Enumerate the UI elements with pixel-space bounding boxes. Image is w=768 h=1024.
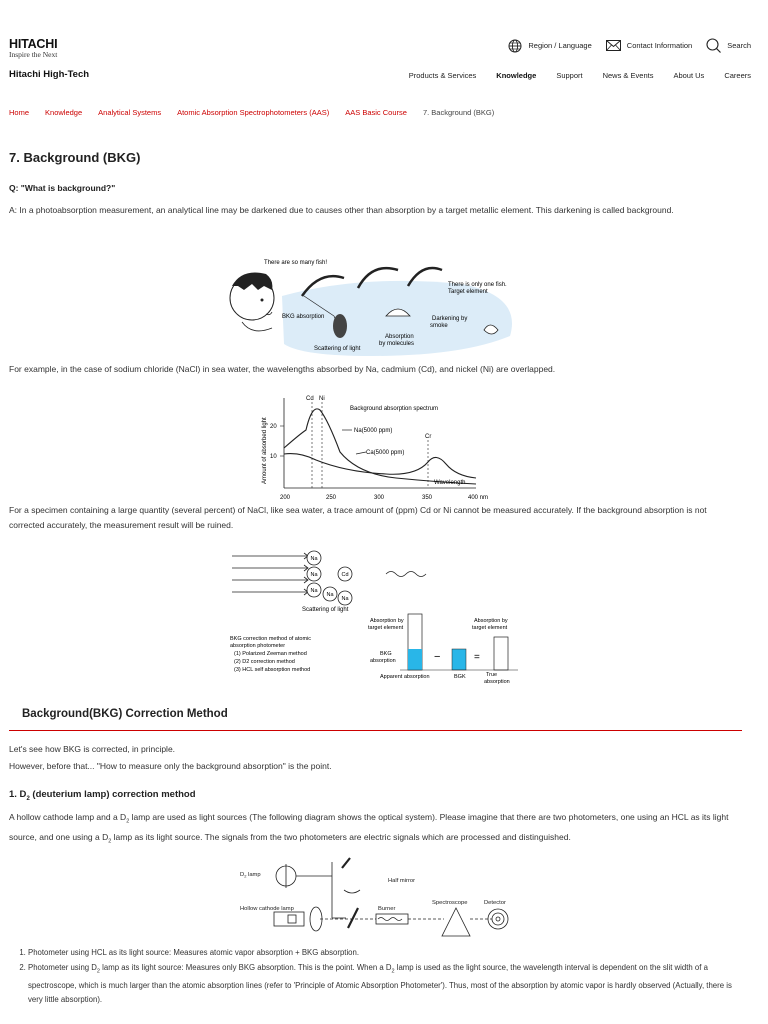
globe-icon — [508, 39, 522, 53]
d2-heading-suffix: (deuterium lamp) correction method — [29, 789, 196, 800]
specimen-paragraph: For a specimen containing a large quantity (several percent) of NaCl, like sea water, a trace amount of (ppm) Cd or Ni cannot be measured accurately. If the background absorption is not corrected accurately, the measurement result will be ruined. — [9, 505, 707, 530]
d2-para-part-1: A hollow cathode lamp and a D — [9, 812, 127, 822]
fig2-xtick-350: 350 — [422, 495, 433, 501]
page-title: 7. Background (BKG) — [9, 150, 141, 165]
intro-line-2: However, before that... "How to measure only the background absorption" is the point. — [9, 761, 332, 771]
fig3-scatter: Scattering of light — [302, 607, 349, 613]
ca-curve — [284, 454, 476, 478]
fig4-detector: Detector — [484, 900, 506, 906]
breadcrumb-current: 7. Background (BKG) — [422, 108, 495, 117]
answer-paragraph: A: In a photoabsorption measurement, an analytical line may be darkened due to causes other than absorption by a target metallic element. This darkening is called background. — [9, 205, 674, 215]
d2-para-sub-1: 2 — [126, 818, 130, 825]
section-title: Background(BKG) Correction Method — [22, 708, 228, 720]
fig4-spectroscope: Spectroscope — [432, 900, 468, 906]
fig3-method-title-2: absorption photometer — [230, 643, 286, 649]
fig4-burner: Burner — [378, 906, 396, 912]
fig3-minus: − — [434, 651, 441, 663]
region-language-link[interactable] — [508, 39, 591, 53]
fig1-bkg: BKG absorption — [282, 314, 325, 320]
nav-knowledge[interactable]: Knowledge — [496, 71, 537, 80]
intro-line-1: Let's see how BKG is corrected, in principle. — [9, 744, 176, 754]
search-icon — [706, 38, 721, 53]
d2-para-sub-2: 2 — [108, 838, 112, 845]
logo-wordmark: HITACHI — [9, 37, 58, 51]
step-2-sub-1: 2 — [96, 968, 100, 975]
fig2-ni: Ni — [319, 396, 325, 402]
step-2-part-a: Photometer using D — [28, 962, 97, 972]
fig2-ytick-20: 20 — [270, 424, 277, 430]
optical-system-diagram — [230, 852, 530, 944]
breadcrumb-aas-basic-course[interactable]: AAS Basic Course — [345, 108, 407, 117]
fig3-bgk: BGK — [454, 674, 466, 680]
fish-illustration — [222, 256, 522, 358]
d2-heading-prefix: 1. D — [9, 789, 27, 800]
fig3-apparent: Apparent absorption — [380, 674, 430, 680]
search-label: Search — [727, 41, 751, 50]
photometer-steps — [28, 946, 740, 1008]
nav-careers[interactable]: Careers — [724, 71, 751, 80]
fig1-caption-fish: There are so many fish! — [264, 260, 328, 266]
breadcrumb-knowledge[interactable]: Knowledge — [45, 108, 83, 117]
fig3-bkg-abs-2: absorption — [370, 658, 396, 664]
contact-label: Contact Information — [626, 41, 693, 50]
nav-news-events[interactable]: News & Events — [602, 71, 654, 80]
fig3-equals: = — [474, 652, 480, 663]
fig2-xtick-250: 250 — [326, 495, 337, 501]
fig2-cr: Cr — [425, 434, 432, 440]
fig3-na-5: Na — [341, 596, 349, 602]
fig1-target: There is only one fish. — [448, 282, 507, 288]
fig2-ytick-10: 10 — [270, 454, 277, 460]
fig3-method-2: (2) D2 correction method — [234, 659, 295, 665]
d2-heading-sub: 2 — [26, 795, 30, 802]
fig3-abs-target-2: target element — [368, 625, 404, 631]
fig1-molecules2: by molecules — [379, 341, 415, 347]
search-link[interactable] — [706, 38, 751, 53]
nav-about-us[interactable]: About Us — [673, 71, 705, 80]
nav-support[interactable]: Support — [556, 71, 583, 80]
fig4-d2-lamp-d: D — [240, 872, 245, 878]
fig2-cd: Cd — [306, 396, 314, 402]
fig3-na-3: Na — [310, 588, 318, 594]
fig2-wavelength: Wavelength — [434, 480, 466, 486]
fig2-na-label: Na(5000 ppm) — [354, 428, 393, 434]
fig3-na-2: Na — [310, 572, 318, 578]
fig2-ca-label: Ca(5000 ppm) — [366, 450, 405, 456]
fig2-xtick-300: 300 — [374, 495, 385, 501]
step-2 — [28, 961, 740, 1008]
utility-nav — [494, 38, 751, 53]
fig1-scatter: Scattering of light — [314, 346, 361, 352]
step-2-part-c: lamp is used as the light source, the wavelength interval is dependent on the slit width of a spectroscope, which is much larger than the atomic absorption lines (refer to 'Principle of Atomic Absorption Photometer'). Thus, most of the absorption by atomic vapor is hardly observed (Actually, there is very little absorption). — [28, 962, 732, 1005]
fig4-hcl: Hollow cathode lamp — [240, 906, 294, 912]
section-divider — [9, 730, 742, 731]
apparent-bkg-fill — [408, 649, 422, 670]
d2-paragraph — [9, 810, 731, 849]
envelope-icon — [606, 40, 621, 51]
background-spectrum-chart — [256, 392, 496, 504]
bkg-correction-illustration — [228, 548, 528, 688]
fig3-method-1: (1) Polarized Zeeman method — [234, 651, 307, 657]
site-name[interactable]: Hitachi High-Tech — [9, 69, 90, 80]
fig1-target2: Target element — [448, 289, 488, 295]
fig3-true-2: absorption — [484, 679, 510, 685]
fig3-bkg-abs-1: BKG — [380, 651, 392, 657]
fig3-true-1: True — [486, 672, 498, 678]
fig3-method-3: (3) HCL self absorption method — [234, 667, 311, 673]
step-2-part-b: lamp as its light source: Measures only BKG absorption. This is the point. When a D — [99, 962, 392, 972]
fig4-half-mirror: Half mirror — [388, 878, 416, 884]
fig2-xtick-200: 200 — [280, 495, 291, 501]
na-curve — [284, 409, 476, 484]
breadcrumb-home[interactable]: Home — [9, 108, 30, 117]
breadcrumb-analytical-systems[interactable]: Analytical Systems — [98, 108, 162, 117]
fig2-title: Background absorption spectrum — [350, 406, 439, 412]
breadcrumb-aas[interactable]: Atomic Absorption Spectrophotometers (AAS) — [177, 108, 330, 117]
region-language-label: Region / Language — [528, 41, 592, 50]
fig2-ylabel: Amount of absorbed light — [262, 417, 268, 484]
step-2-sub-2: 2 — [391, 968, 395, 975]
fig2-xtick-400: 400 nm — [468, 495, 489, 501]
fig3-abs-target-1: Absorption by — [370, 618, 404, 624]
true-absorption-bar — [494, 637, 508, 670]
nav-products[interactable]: Products & Services — [408, 71, 477, 80]
fig1-smoke: Darkening by — [432, 316, 468, 322]
step-1: 1. Photometer using HCL as its light source: Measures atomic vapor absorption + BKG absorption. — [28, 946, 740, 961]
fig3-na-1: Na — [310, 556, 318, 562]
fig3-cd: Cd — [341, 572, 349, 578]
logo-tagline: Inspire the Next — [9, 50, 58, 59]
contact-link[interactable] — [606, 40, 692, 51]
main-nav — [389, 71, 751, 80]
d2-para-part-2: lamp are used as light sources (The following diagram shows the optical system). Please imagine that there are two photometers, one using an HCL as its light source, and one using a D — [9, 812, 729, 842]
fig4-d2-lamp-suffix: lamp — [246, 872, 261, 878]
fig3-na-4: Na — [326, 592, 334, 598]
hitachi-logo[interactable] — [9, 38, 79, 59]
fig1-smoke2: smoke — [430, 323, 448, 329]
fig4-d2-lamp-sub: 2 — [244, 873, 247, 879]
d2-para-part-3: lamp as its light source. The signals from the two photometers are electric signals which are processed and distinguished. — [111, 831, 571, 842]
question-text: Q: "What is background?" — [9, 183, 116, 193]
fig1-molecules: Absorption — [385, 334, 414, 340]
d2-method-heading — [9, 789, 196, 802]
example-paragraph: For example, in the case of sodium chloride (NaCl) in sea water, the wavelengths absorbed by Na, cadmium (Cd), and nickel (Ni) are overlapped. — [9, 364, 556, 374]
fig4-d2-lamp — [240, 872, 261, 879]
bgk-bar — [452, 649, 466, 670]
fig3-abs-target-3: Absorption by — [474, 618, 508, 624]
breadcrumb — [9, 108, 494, 117]
fig3-abs-target-4: target element — [472, 625, 508, 631]
fig3-method-title-1: BKG correction method of atomic — [230, 636, 312, 642]
